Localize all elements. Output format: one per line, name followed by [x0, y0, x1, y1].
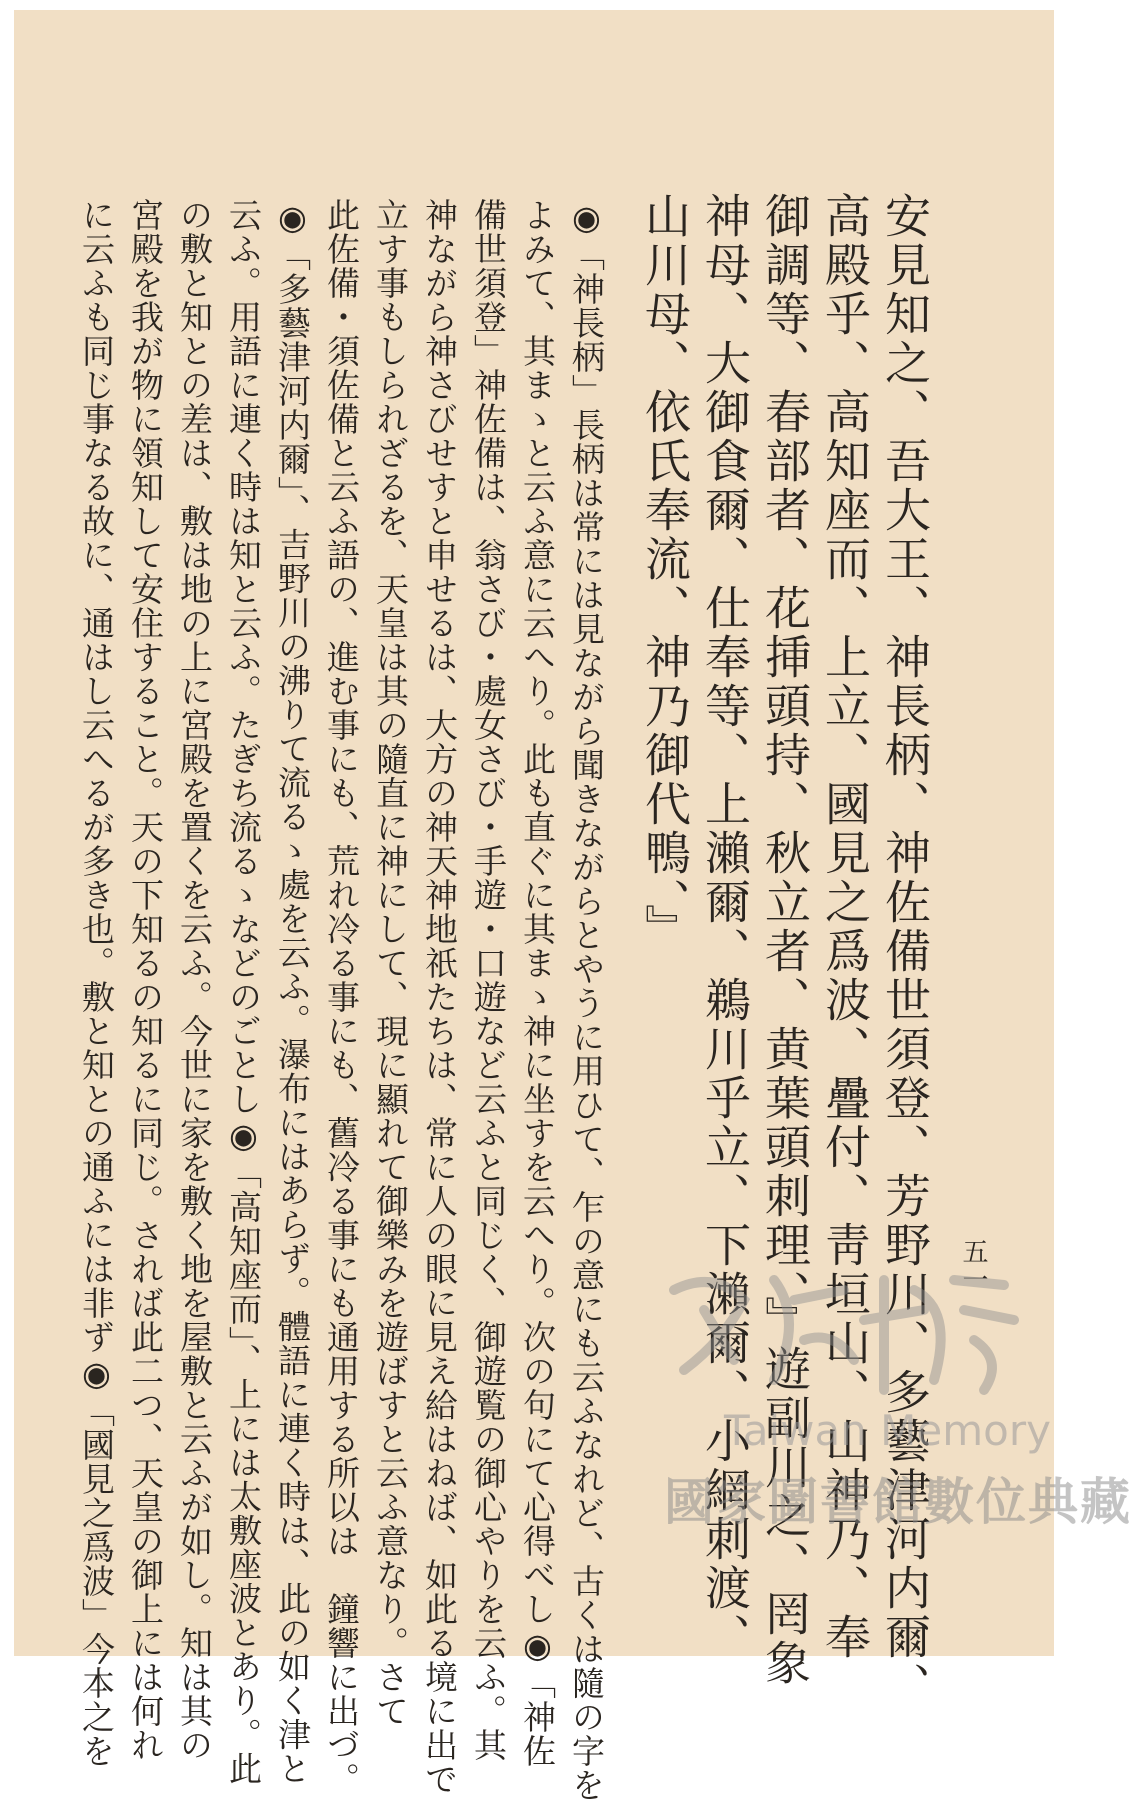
watermark — [654, 1250, 1132, 1531]
commentary-line: 立す事もしられざるを、天皇は其の隨直に神にして、現に顯れて御樂みを遊ばすと云ふ意なり。さて — [371, 198, 410, 1728]
commentary-line: 備世須登」神佐備は、翁さび・處女さび・手遊・口遊など云ふと同じく、御遊覧の御心やりを云ふ。其 — [469, 198, 508, 1762]
commentary-line: ◉「神長柄」長柄は常には見ながら聞きながらとやうに用ひて、乍の意にも云ふなれど、古くは隨の字を — [567, 198, 606, 1802]
poem-line: 高殿乎、高知座而、上立、國見之爲波、疊付、靑垣山、山神乃、奉 — [818, 192, 872, 1662]
poem-line: 御調等、春部者、花挿頭持、秋立者、黄葉頭刺理、』遊副川之、罔象 — [758, 192, 812, 1688]
commentary-line: に云ふも同じ事なる故に、通はし云へるが多き也。敷と知との通ふには非ず◉「國見之爲波」今本之を — [77, 198, 116, 1768]
poem-line: 神母、大御食爾、仕奉等、上瀨爾、鵜川乎立、下瀨爾、小網刺渡、 — [698, 192, 752, 1662]
commentary-line: よみて、其まゝと云ふ意に云へり。此も直ぐに其まゝ神に坐すを云へり。次の句にて心得べし◉「神佐 — [518, 198, 557, 1768]
commentary-line: ◉「多藝津河内爾」、吉野川の沸りて流るゝ處を云ふ。瀑布にはあらず。體語に連く時は、此の如く津と — [273, 198, 312, 1786]
commentary-line: 宮殿を我が物に領知して安住すること。天の下知るの知るに同じ。されば此二つ、天皇の御上には何れ — [126, 198, 165, 1762]
commentary-line: 此佐備・須佐備と云ふ語の、進む事にも、荒れ冷る事にも、舊冷る事にも通用する所以は 鐘響に出づ。 — [322, 198, 361, 1796]
poem-line: 山川母、依氏奉流、神乃御代鴨、』 — [638, 192, 692, 953]
commentary-line: 云ふ。用語に連く時は知と云ふ。たぎち流るゝなどのごとし◉「高知座而」、上には太敷座波とあり。此 — [224, 198, 263, 1786]
poem-line: 安見知之、吾大王、神長柄、神佐備世須登、芳野川、多藝津河内爾、 — [878, 192, 932, 1711]
commentary-line: 神ながら神さびせすと申せるは、大方の神天神地祇たちは、常に人の眼に見え給はねば、如此る境に出で — [420, 198, 459, 1796]
page-number: 五一 — [958, 1238, 988, 1294]
commentary-line: の敷と知との差は、敷は地の上に宮殿を置くを云ふ。今世に家を敷く地を屋敷と云ふが如し。知は其の — [175, 198, 214, 1762]
watermark-english: Taiwan Memory — [724, 1406, 1051, 1455]
taiwan-memory-logo-icon — [654, 1250, 1034, 1410]
book-page — [14, 10, 1132, 1802]
watermark-chinese: 國家圖書館數位典藏 — [664, 1473, 1132, 1531]
